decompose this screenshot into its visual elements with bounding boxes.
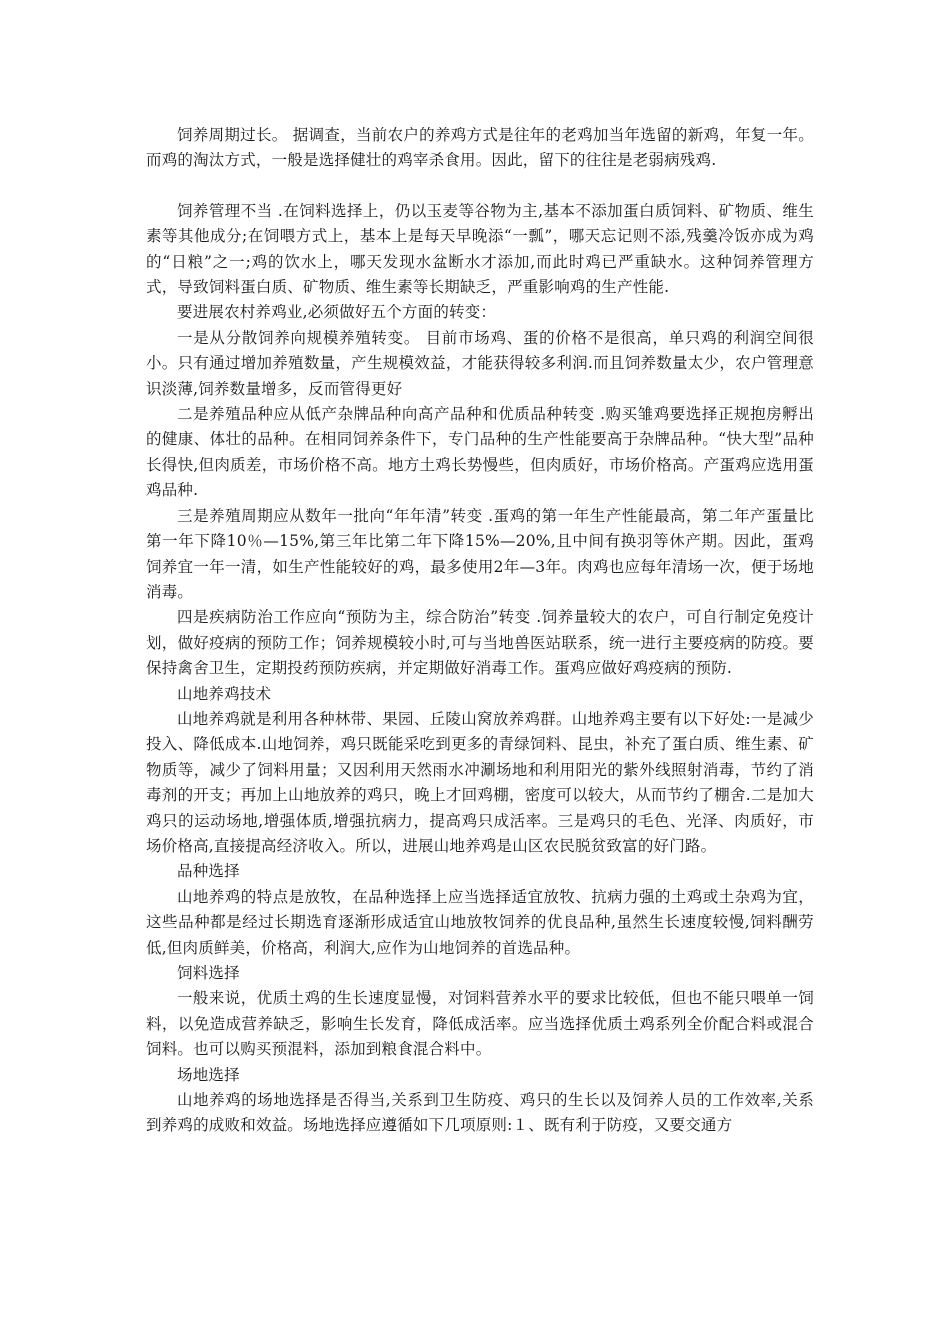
paragraph-site-selection: 山地养鸡的场地选择是否得当,关系到卫生防疫、鸡只的生长以及饲养人员的工作效率,关系到养鸡的成败和效益。场地选择应遵循如下几项原则:１、既有利于防疫，又要交通方 [146, 1091, 814, 1135]
paragraph-change-three: 三是养殖周期应从数年一批向“年年清”转变 .蛋鸡的第一年生产性能最高，第二年产蛋量比第一年下降10％—15%,第三年比第二年下降15%—20%,且中间有换羽等休产期。因此，蛋鸡饲养宜一年一清，如生产性能较好的鸡，最多使用2年—3年。肉鸡也应每年清场一次，便于场地消毒。 [146, 506, 814, 601]
paragraph-change-one: 一是从分散饲养向规模养殖转变。 目前市场鸡、蛋的价格不是很高，单只鸡的利润空间很小。只有通过增加养殖数量，产生规模效益，才能获得较多利润.而且饲养数量太少，农户管理意识淡薄,饲养数量增多，反而管得更好 [146, 328, 814, 398]
section-heading-site-selection: 场地选择 [177, 1065, 240, 1084]
paragraph-change-two: 二是养殖品种应从低产杂牌品种向高产品种和优质品种转变 .购买雏鸡要选择正规抱房孵出的健康、体壮的品种。在相同饲养条件下，专门品种的生产性能要高于杂牌品种。“快大型”品种长得快,但肉质差，市场价格不高。地方土鸡长势慢些，但肉质好，市场价格高。产蛋鸡应选用蛋鸡品种. [146, 405, 814, 500]
paragraph-mountain-chicken: 山地养鸡就是利用各种林带、果园、丘陵山窝放养鸡群。山地养鸡主要有以下好处:一是减少投入、降低成本.山地饲养，鸡只既能采吃到更多的青绿饲料、昆虫，补充了蛋白质、维生素、矿物质等，减少了饲料用量；又因利用天然雨水冲涮场地和利用阳光的紫外线照射消毒，节约了消毒剂的开支；再加上山地放养的鸡只，晚上才回鸡棚，密度可以较大，从而节约了棚舍.二是加大鸡只的运动场地,增强体质,增强抗病力，提高鸡只成活率。三是鸡只的毛色、光泽、肉质好，市场价格高,直接提高经济收入。所以，进展山地养鸡是山区农民脱贫致富的好门路。 [146, 709, 814, 855]
paragraph-feed-selection: 一般来说，优质土鸡的生长速度显慢，对饲料营养水平的要求比较低，但也不能只喂单一饲料，以免造成营养缺乏，影响生长发育，降低成活率。应当选择优质土鸡系列全价配合料或混合饲料。也可以购买预混料，添加到粮食混合料中。 [146, 989, 814, 1059]
section-heading-breed-selection: 品种选择 [177, 862, 240, 881]
paragraph-five-changes-intro: 要进展农村养鸡业,必须做好五个方面的转变： [177, 303, 497, 322]
document-body [146, 123, 814, 1139]
paragraph-feeding-management: 饲养管理不当 .在饲料选择上，仍以玉麦等谷物为主,基本不添加蛋白质饲料、矿物质、维生素等其他成分;在饲喂方式上，基本上是每天早晚添“一瓢”，哪天忘记则不添,残羹冷饭亦成为鸡的“日粮”之一;鸡的饮水上，哪天发现水盆断水才添加,而此时鸡已严重缺水。这种饲养管理方式，导致饲料蛋白质、矿物质、维生素等长期缺乏，严重影响鸡的生产性能. [146, 201, 814, 297]
paragraph-breed-selection: 山地养鸡的特点是放牧，在品种选择上应当选择适宜放牧、抗病力强的土鸡或土杂鸡为宜，这些品种都是经过长期选育逐渐形成适宜山地放牧饲养的优良品种,虽然生长速度较慢,饲料酬劳低,但肉质鲜美，价格高，利润大,应作为山地饲养的首选品种。 [146, 887, 814, 957]
paragraph-change-four: 四是疾病防治工作应向“预防为主，综合防治”转变 .饲养量较大的农户，可自行制定免疫计划，做好疫病的预防工作；饲养规模较小时,可与当地兽医站联系，统一进行主要疫病的防疫。要保持禽舍卫生，定期投药预防疾病，并定期做好消毒工作。蛋鸡应做好鸡疫病的预防. [146, 608, 814, 678]
paragraph-feeding-cycle: 饲养周期过长。 据调查，当前农户的养鸡方式是往年的老鸡加当年选留的新鸡，年复一年。而鸡的淘汰方式，一般是选择健壮的鸡宰杀食用。因此，留下的往往是老弱病残鸡. [146, 126, 814, 170]
section-heading-feed-selection: 饲料选择 [177, 964, 240, 982]
section-heading-mountain-chicken: 山地养鸡技术 [177, 684, 272, 703]
paragraph-gap [146, 174, 814, 199]
